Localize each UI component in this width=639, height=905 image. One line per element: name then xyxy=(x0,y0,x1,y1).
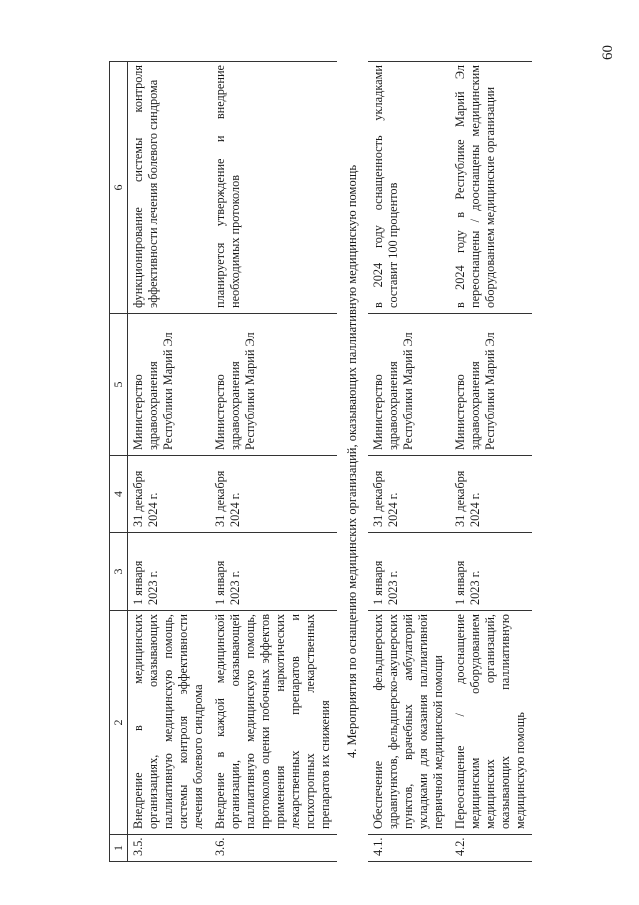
table-row xyxy=(450,62,532,862)
row-number: 4.1. xyxy=(368,835,450,862)
page-number: 60 xyxy=(600,45,616,60)
header-col-3: 3 xyxy=(110,533,128,611)
row-result: в 2024 году оснащенность укладками составит 100 процентов xyxy=(368,62,450,314)
row-responsible: Министерство здравоохранения Республики Марий Эл xyxy=(210,314,337,456)
row-start-date: 1 января 2023 г. xyxy=(368,533,450,611)
row-result: функционирование системы контроля эффективности лечения болевого синдрома xyxy=(127,62,210,314)
header-col-1: 1 xyxy=(110,835,128,862)
row-start-date: 1 января 2023 г. xyxy=(127,533,210,611)
row-end-date: 31 декабря 2024 г. xyxy=(450,456,532,533)
header-col-5: 5 xyxy=(110,314,128,456)
row-number: 4.2. xyxy=(450,835,532,862)
table-row xyxy=(368,62,450,862)
header-col-4: 4 xyxy=(110,456,128,533)
measures-table xyxy=(109,61,532,862)
table-row xyxy=(127,62,210,862)
row-end-date: 31 декабря 2024 г. xyxy=(368,456,450,533)
row-responsible: Министерство здравоохранения Республики Марий Эл xyxy=(127,314,210,456)
row-action: Внедрение в медицинских организациях, оказывающих паллиативную медицинскую помощь, системы контроля эффективности лечения болевого синдрома xyxy=(127,611,210,835)
row-responsible: Министерство здравоохранения Республики Марий Эл xyxy=(450,314,532,456)
row-responsible: Министерство здравоохранения Республики Марий Эл xyxy=(368,314,450,456)
section-title: 4. Мероприятия по оснащению медицинских организаций, оказывающих паллиативную медицинскую помощь xyxy=(344,164,359,759)
row-action: Обеспечение фельдшерских здравпунктов, фельдшерско-акушерских пунктов, врачебных амбулаторий укладками для оказания паллиативной первичной медицинской помощи xyxy=(368,611,450,835)
row-action: Внедрение в каждой медицинской организации, оказывающей паллиативную медицинскую помощь, протоколов оценки побочных эффектов применения наркотических лекарственных препаратов и психотропных лекарственных препаратов их снижения xyxy=(210,611,337,835)
row-end-date: 31 декабря 2024 г. xyxy=(210,456,337,533)
row-start-date: 1 января 2023 г. xyxy=(210,533,337,611)
document-table-rotated xyxy=(109,62,539,862)
row-number: 3.5. xyxy=(127,835,210,862)
table-header-row xyxy=(110,62,128,862)
row-action: Переоснащение / дооснащение медицинским оборудованием медицинских организаций, оказывающих паллиативную медицинскую помощь xyxy=(450,611,532,835)
row-number: 3.6. xyxy=(210,835,337,862)
section-row xyxy=(337,62,368,862)
table-row xyxy=(210,62,337,862)
row-result: планируется утверждение и внедрение необходимых протоколов xyxy=(210,62,337,314)
header-col-6: 6 xyxy=(110,62,128,314)
row-result: в 2024 году в Республике Марий Эл переоснащены / дооснащены медицинским оборудованием медицинские организации xyxy=(450,62,532,314)
row-start-date: 1 января 2023 г. xyxy=(450,533,532,611)
row-end-date: 31 декабря 2024 г. xyxy=(127,456,210,533)
header-col-2: 2 xyxy=(110,611,128,835)
